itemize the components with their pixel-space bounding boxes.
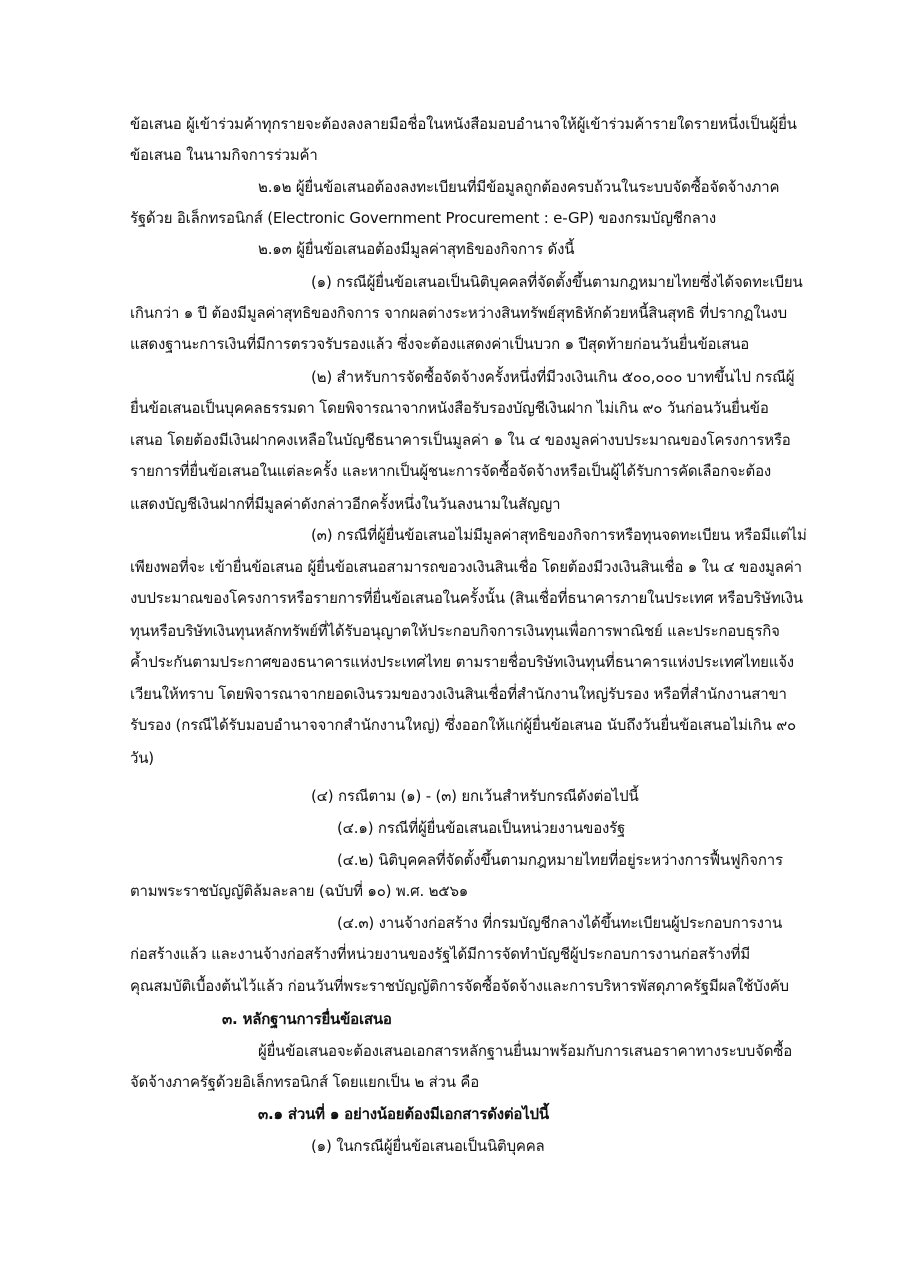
text-line: (๔.๑) กรณีที่ผู้ยื่นข้อเสนอเป็นหน่วยงานของรัฐ xyxy=(337,819,626,837)
text-line: เพียงพอที่จะ เข้ายื่นข้อเสนอ ผู้ยื่นข้อเสนอสามารถขอวงเงินสินเชื่อ โดยต้องมีวงเงินสินเชื่อ ๑ ใน ๔ ของมูลค่า xyxy=(130,558,802,576)
text-line: ทุนหรือบริษัทเงินทุนหลักทรัพย์ที่ได้รับอนุญาตให้ประกอบกิจการเงินทุนเพื่อการพาณิชย์ และประกอบธุรกิจ xyxy=(130,622,780,640)
text-line: แสดงบัญชีเงินฝากที่มีมูลค่าดังกล่าวอีกครั้งหนึ่งในวันลงนามในสัญญา xyxy=(130,495,561,513)
text-line: วัน) xyxy=(130,749,154,767)
text-line: (๑) ในกรณีผู้ยื่นข้อเสนอเป็นนิติบุคคล xyxy=(311,1137,545,1155)
text-line: (๔) กรณีตาม (๑) - (๓) ยกเว้นสำหรับกรณีดังต่อไปนี้ xyxy=(311,787,639,805)
text-line: งบประมาณของโครงการหรือรายการที่ยื่นข้อเสนอในครั้งนั้น (สินเชื่อที่ธนาคารภายในประเทศ หรือบริษัทเงิน xyxy=(130,589,803,607)
text-line: จัดจ้างภาครัฐด้วยอิเล็กทรอนิกส์ โดยแยกเป็น ๒ ส่วน คือ xyxy=(130,1073,480,1091)
text-line: (๔.๒) นิติบุคคลที่จัดตั้งขึ้นตามกฎหมายไทยที่อยู่ระหว่างการฟื้นฟูกิจการ xyxy=(337,851,783,869)
text-line: (๒) สำหรับการจัดซื้อจัดจ้างครั้งหนึ่งที่มีวงเงินเกิน ๕๐๐,๐๐๐ บาทขึ้นไป กรณีผู้ xyxy=(311,368,795,386)
text-line: คุณสมบัติเบื้องต้นไว้แล้ว ก่อนวันที่พระราชบัญญัติการจัดซื้อจัดจ้างและการบริหารพัสดุภาครัฐมีผลใช้บังคับ xyxy=(130,977,789,995)
text-line: ๒.๑๒ ผู้ยื่นข้อเสนอต้องลงทะเบียนที่มีข้อมูลถูกต้องครบถ้วนในระบบจัดซื้อจัดจ้างภาค xyxy=(258,178,780,196)
text-line: เสนอ โดยต้องมีเงินฝากคงเหลือในบัญชีธนาคารเป็นมูลค่า ๑ ใน ๔ ของมูลค่างบประมาณของโครงการหรือ xyxy=(130,431,791,449)
text-line: ๒.๑๓ ผู้ยื่นข้อเสนอต้องมีมูลค่าสุทธิของกิจการ ดังนี้ xyxy=(258,240,575,258)
subsection-heading: ๓.๑ ส่วนที่ ๑ อย่างน้อยต้องมีเอกสารดังต่อไปนี้ xyxy=(258,1105,549,1123)
text-line: ข้อเสนอ ในนามกิจการร่วมค้า xyxy=(130,146,318,164)
text-line: ค้ำประกันตามประกาศของธนาคารแห่งประเทศไทย ตามรายชื่อบริษัทเงินทุนที่ธนาคารแห่งประเทศไทยแจ้ง xyxy=(130,653,794,671)
text-line: ตามพระราชบัญญัติล้มละลาย (ฉบับที่ ๑๐) พ.ศ. ๒๕๖๑ xyxy=(130,882,469,900)
section-heading: ๓. หลักฐานการยื่นข้อเสนอ xyxy=(222,1010,392,1028)
text-line: เวียนให้ทราบ โดยพิจารณาจากยอดเงินรวมของวงเงินสินเชื่อที่สำนักงานใหญ่รับรอง หรือที่สำนักงานสาขา xyxy=(130,685,787,703)
text-line: เกินกว่า ๑ ปี ต้องมีมูลค่าสุทธิของกิจการ จากผลต่างระหว่างสินทรัพย์สุทธิหักด้วยหนี้สินสุทธิ ที่ปรากฏในงบ xyxy=(130,304,787,322)
text-line: ยื่นข้อเสนอเป็นบุคคลธรรมดา โดยพิจารณาจากหนังสือรับรองบัญชีเงินฝาก ไม่เกิน ๙๐ วันก่อนวันยื่นข้อ xyxy=(130,399,769,417)
text-line: (๑) กรณีผู้ยื่นข้อเสนอเป็นนิติบุคคลที่จัดตั้งขึ้นตามกฎหมายไทยซึ่งได้จดทะเบียน xyxy=(311,273,803,291)
text-line: รับรอง (กรณีได้รับมอบอำนาจจากสำนักงานใหญ่) ซึ่งออกให้แก่ผู้ยื่นข้อเสนอ นับถึงวันยื่นข้อเสนอไม่เกิน ๙๐ xyxy=(130,716,796,734)
text-line: แสดงฐานะการเงินที่มีการตรวจรับรองแล้ว ซึ่งจะต้องแสดงค่าเป็นบวก ๑ ปีสุดท้ายก่อนวันยื่นข้อเสนอ xyxy=(130,335,750,353)
text-line: (๔.๓) งานจ้างก่อสร้าง ที่กรมบัญชีกลางได้ขึ้นทะเบียนผู้ประกอบการงาน xyxy=(337,914,783,932)
text-line: ผู้ยื่นข้อเสนอจะต้องเสนอเอกสารหลักฐานยื่นมาพร้อมกับการเสนอราคาทางระบบจัดซื้อ xyxy=(258,1042,793,1060)
text-line: ก่อสร้างแล้ว และงานจ้างก่อสร้างที่หน่วยงานของรัฐได้มีการจัดทำบัญชีผู้ประกอบการงานก่อสร้างที่มี xyxy=(130,945,751,963)
text-line: รายการที่ยื่นข้อเสนอในแต่ละครั้ง และหากเป็นผู้ชนะการจัดซื้อจัดจ้างหรือเป็นผู้ได้รับการคัดเลือกจะต้อง xyxy=(130,462,772,480)
text-line: (๓) กรณีที่ผู้ยื่นข้อเสนอไม่มีมูลค่าสุทธิของกิจการหรือทุนจดทะเบียน หรือมีแต่ไม่ xyxy=(311,526,807,544)
text-line: ข้อเสนอ ผู้เข้าร่วมค้าทุกรายจะต้องลงลายมือชื่อในหนังสือมอบอำนาจให้ผู้เข้าร่วมค้ารายใดรายหนึ่งเป็นผู้ยื่น xyxy=(130,115,797,133)
text-line: รัฐด้วย อิเล็กทรอนิกส์ (Electronic Government Procurement : e-GP) ของกรมบัญชีกลาง xyxy=(130,209,716,227)
